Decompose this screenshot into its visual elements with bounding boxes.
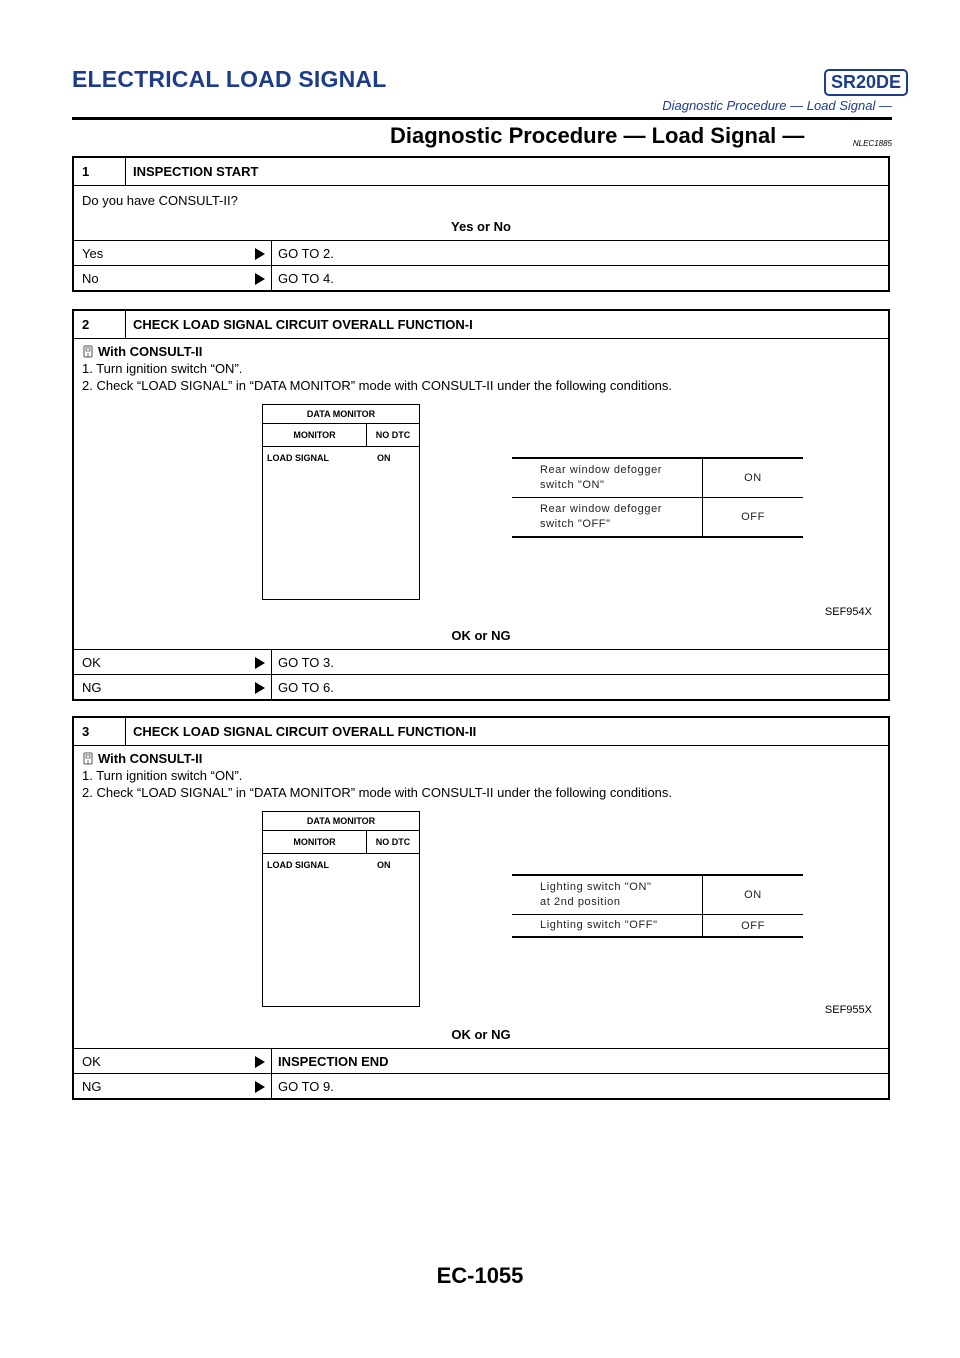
step-2-header (74, 311, 888, 338)
answer-row (74, 265, 888, 290)
condition-row (512, 459, 803, 497)
conditions-table (512, 874, 803, 938)
step-3-header (74, 718, 888, 745)
with-consult-label: With CONSULT-II (98, 344, 203, 359)
condition-row (512, 876, 803, 914)
step-number: 3 (74, 718, 126, 745)
condition-text: switch "OFF" (540, 518, 611, 530)
step-number: 2 (74, 311, 126, 338)
with-consult-label: With CONSULT-II (98, 751, 203, 766)
step-3-block (72, 716, 890, 1100)
answer-goto: GO TO 2. (271, 241, 334, 265)
condition-value: OFF (741, 511, 765, 523)
condition-text: Lighting switch "OFF" (540, 919, 658, 931)
figure (82, 394, 880, 622)
condition-text: Rear window defogger (540, 503, 663, 515)
figure-code: SEF955X (824, 1004, 872, 1016)
condition-text: switch "ON" (540, 479, 605, 491)
answer-label: Yes (82, 245, 104, 261)
header-title: ELECTRICAL LOAD SIGNAL (72, 66, 387, 92)
monitor-col-header: MONITOR (263, 424, 367, 446)
step-3-content (74, 745, 888, 1048)
monitor-title: DATA MONITOR (263, 812, 419, 831)
consult-tool-icon (82, 752, 95, 765)
data-monitor-screen (262, 811, 420, 1007)
answer-row (74, 674, 888, 699)
condition-value: ON (744, 472, 762, 484)
step-number: 1 (74, 158, 126, 185)
monitor-col-header: NO DTC (375, 430, 411, 440)
arrow-right-icon (255, 657, 265, 669)
instruction-line: 1. Turn ignition switch “ON”. (82, 768, 243, 783)
step-title: CHECK LOAD SIGNAL CIRCUIT OVERALL FUNCTION-I (133, 317, 473, 332)
consult-tool-icon (82, 345, 95, 358)
monitor-value: ON (377, 453, 391, 463)
condition-text: Lighting switch "ON" (540, 881, 652, 893)
instruction-line: 1. Turn ignition switch “ON”. (82, 361, 243, 376)
answer-goto: GO TO 6. (271, 675, 334, 699)
step-2-content (74, 338, 888, 649)
monitor-item: LOAD SIGNAL (267, 860, 329, 870)
step-2-block (72, 309, 890, 701)
arrow-right-icon (255, 273, 265, 285)
step-title: CHECK LOAD SIGNAL CIRCUIT OVERALL FUNCTION-II (133, 724, 477, 739)
answer-row (74, 240, 888, 265)
condition-value: ON (744, 889, 762, 901)
monitor-col-header: NO DTC (375, 837, 411, 847)
header-subtitle: Diagnostic Procedure — Load Signal — (662, 98, 892, 113)
monitor-value: ON (377, 860, 391, 870)
step-choice: OK or NG (451, 1027, 511, 1042)
engine-badge: SR20DE (824, 69, 908, 96)
condition-text: Rear window defogger (540, 464, 663, 476)
conditions-table (512, 457, 803, 538)
condition-row (512, 497, 803, 536)
answer-goto: INSPECTION END (271, 1049, 389, 1073)
answer-label: OK (82, 1053, 101, 1069)
monitor-title: DATA MONITOR (263, 405, 419, 424)
monitor-col-header: MONITOR (263, 831, 367, 853)
answer-label: No (82, 270, 99, 286)
arrow-right-icon (255, 248, 265, 260)
section-title: Diagnostic Procedure — Load Signal — (390, 123, 805, 148)
answer-goto: GO TO 9. (271, 1074, 334, 1098)
instruction-line: 2. Check “LOAD SIGNAL” in “DATA MONITOR” mode with CONSULT-II under the following conditions. (82, 785, 673, 800)
step-choice: Yes or No (451, 219, 511, 234)
answer-label: OK (82, 654, 101, 670)
step-title: INSPECTION START (133, 164, 259, 179)
answer-label: NG (82, 1078, 102, 1094)
figure (82, 801, 880, 1021)
step-question: Do you have CONSULT-II? (82, 193, 238, 208)
header-rule (72, 117, 892, 120)
page-number: EC-1055 (436, 1263, 524, 1288)
figure-code: SEF954X (824, 606, 872, 618)
answer-label: NG (82, 679, 102, 695)
arrow-right-icon (255, 1056, 265, 1068)
monitor-item: LOAD SIGNAL (267, 453, 329, 463)
answer-row (74, 1048, 888, 1073)
step-1-block (72, 156, 890, 292)
step-1-content (74, 185, 888, 240)
condition-value: OFF (741, 919, 765, 932)
section-code: NLEC1885 (852, 139, 892, 148)
instruction-line: 2. Check “LOAD SIGNAL” in “DATA MONITOR” mode with CONSULT-II under the following conditions. (82, 378, 673, 393)
condition-row (512, 914, 803, 936)
answer-goto: GO TO 4. (271, 266, 334, 290)
condition-text: at 2nd position (540, 896, 621, 908)
answer-row (74, 1073, 888, 1098)
answer-row (74, 649, 888, 674)
arrow-right-icon (255, 1081, 265, 1093)
data-monitor-screen (262, 404, 420, 600)
answer-goto: GO TO 3. (271, 650, 334, 674)
step-1-header (74, 158, 888, 185)
arrow-right-icon (255, 682, 265, 694)
step-choice: OK or NG (451, 628, 511, 643)
